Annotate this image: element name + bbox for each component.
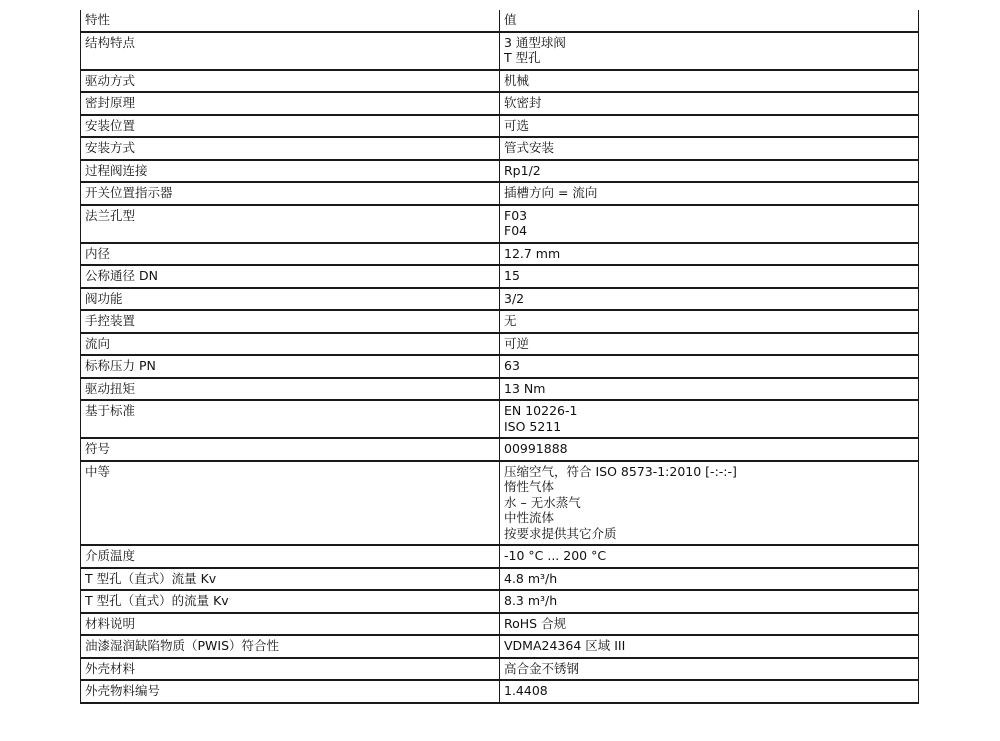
table-row xyxy=(81,438,919,461)
value-cell xyxy=(500,288,919,311)
table-row xyxy=(81,613,919,636)
value-line: F04 xyxy=(504,223,528,238)
value-cell xyxy=(500,205,919,243)
value-line: -10 °C ... 200 °C xyxy=(504,548,607,563)
table-row xyxy=(81,680,919,703)
value-cell xyxy=(500,438,919,461)
table-row xyxy=(81,288,919,311)
property-cell: 外壳材料 xyxy=(81,658,500,681)
value-line: T 型孔 xyxy=(504,50,541,65)
value-line: 3 通型球阀 xyxy=(504,34,566,50)
value-cell xyxy=(500,378,919,401)
property-cell: 手控装置 xyxy=(81,310,500,333)
value-line: 高合金不锈钢 xyxy=(504,660,580,676)
value-cell xyxy=(500,310,919,333)
table-row xyxy=(81,400,919,438)
value-line: 插槽方向 = 流向 xyxy=(504,185,598,200)
value-line: 可选 xyxy=(504,117,530,133)
value-line: 惰性气体 xyxy=(504,479,555,494)
property-cell: T 型孔（直式）的流量 Kv xyxy=(81,590,500,613)
value-cell xyxy=(500,400,919,438)
table-row xyxy=(81,205,919,243)
value-cell xyxy=(500,355,919,378)
property-cell: 开关位置指示器 xyxy=(81,182,500,205)
table-row xyxy=(81,182,919,205)
table-row xyxy=(81,590,919,613)
table-body xyxy=(81,32,919,703)
value-line: 机械 xyxy=(504,72,530,88)
table-row xyxy=(81,137,919,160)
table-row xyxy=(81,635,919,658)
value-line: 4.8 m³/h xyxy=(504,570,558,586)
value-cell xyxy=(500,680,919,703)
value-cell xyxy=(500,137,919,160)
property-cell: 基于标准 xyxy=(81,400,500,438)
property-cell: 结构特点 xyxy=(81,32,500,70)
value-cell xyxy=(500,160,919,183)
column-header-value: 值 xyxy=(500,10,919,32)
value-line: 63 xyxy=(504,358,520,373)
property-cell: 符号 xyxy=(81,438,500,461)
table-row xyxy=(81,265,919,288)
property-cell: 驱动方式 xyxy=(81,70,500,93)
table-row xyxy=(81,355,919,378)
property-cell: 中等 xyxy=(81,461,500,546)
value-line: 中性流体 xyxy=(504,510,555,525)
property-cell: 公称通径 DN xyxy=(81,265,500,288)
value-cell xyxy=(500,568,919,591)
value-cell xyxy=(500,545,919,568)
table-row xyxy=(81,568,919,591)
property-cell: 内径 xyxy=(81,243,500,266)
value-line: 15 xyxy=(504,268,520,283)
value-cell xyxy=(500,243,919,266)
value-line: 无 xyxy=(504,313,517,328)
table-row xyxy=(81,378,919,401)
value-line: 水 – 无水蒸气 xyxy=(504,494,581,510)
table-header-row xyxy=(81,10,919,32)
table-row xyxy=(81,461,919,546)
property-cell: 油漆湿润缺陷物质（PWIS）符合性 xyxy=(81,635,500,658)
value-cell xyxy=(500,658,919,681)
table-row xyxy=(81,310,919,333)
value-line: ISO 5211 xyxy=(504,418,562,434)
table-row xyxy=(81,70,919,93)
table-row xyxy=(81,545,919,568)
value-cell xyxy=(500,265,919,288)
value-cell xyxy=(500,182,919,205)
value-line: 1.4408 xyxy=(504,683,548,698)
value-line: EN 10226-1 xyxy=(504,403,578,418)
value-line: RoHS 合规 xyxy=(504,615,567,631)
value-line: 3/2 xyxy=(504,290,525,306)
value-line: Rp1/2 xyxy=(504,162,541,178)
value-cell xyxy=(500,115,919,138)
property-cell: 外壳物料编号 xyxy=(81,680,500,703)
table-row xyxy=(81,92,919,115)
property-cell: 流向 xyxy=(81,333,500,356)
value-line: 13 Nm xyxy=(504,380,546,396)
column-header-property: 特性 xyxy=(81,10,500,32)
value-cell xyxy=(500,461,919,546)
value-cell xyxy=(500,32,919,70)
value-line: F03 xyxy=(504,207,528,223)
table-row xyxy=(81,658,919,681)
value-line: 8.3 m³/h xyxy=(504,593,558,608)
table-row xyxy=(81,243,919,266)
property-cell: 阀功能 xyxy=(81,288,500,311)
table-row xyxy=(81,333,919,356)
property-cell: 标称压力 PN xyxy=(81,355,500,378)
property-cell: 材料说明 xyxy=(81,613,500,636)
property-cell: 介质温度 xyxy=(81,545,500,568)
value-line: 12.7 mm xyxy=(504,245,561,261)
value-line: 按要求提供其它介质 xyxy=(504,525,617,541)
value-line: 可逆 xyxy=(504,335,530,351)
property-cell: 安装位置 xyxy=(81,115,500,138)
value-line: 软密封 xyxy=(504,95,542,110)
value-cell xyxy=(500,70,919,93)
table-row xyxy=(81,32,919,70)
property-cell: T 型孔（直式）流量 Kv xyxy=(81,568,500,591)
value-line: 00991888 xyxy=(504,441,568,456)
value-line: 管式安装 xyxy=(504,140,555,155)
value-cell xyxy=(500,92,919,115)
property-cell: 安装方式 xyxy=(81,137,500,160)
value-cell xyxy=(500,635,919,658)
table-row xyxy=(81,115,919,138)
spec-table xyxy=(80,10,919,704)
value-line: 压缩空气，符合 ISO 8573-1:2010 [-:-:-] xyxy=(504,463,737,479)
property-cell: 过程阀连接 xyxy=(81,160,500,183)
value-cell xyxy=(500,613,919,636)
value-cell xyxy=(500,333,919,356)
value-line: VDMA24364 区域 III xyxy=(504,638,626,653)
property-cell: 驱动扭矩 xyxy=(81,378,500,401)
table-row xyxy=(81,160,919,183)
property-cell: 密封原理 xyxy=(81,92,500,115)
value-cell xyxy=(500,590,919,613)
property-cell: 法兰孔型 xyxy=(81,205,500,243)
